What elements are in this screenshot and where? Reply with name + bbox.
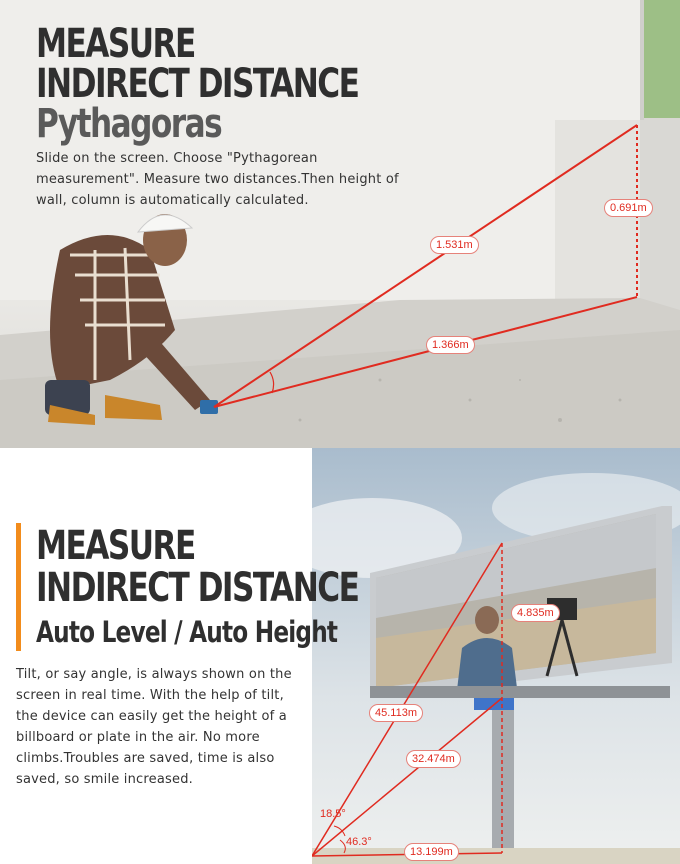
subheading-pythagoras: Pythagoras — [36, 101, 222, 147]
hypotenuse-label: 1.531m — [430, 236, 479, 254]
window-trees — [640, 0, 680, 118]
height-label: 0.691m — [604, 199, 653, 217]
heading-line-1: MEASURE — [36, 523, 195, 569]
auto-height-description: Tilt, or say angle, is always shown on the screen in real time. With the help of tilt, the device can easily get the height of a billboard or plate in the air. No more climbs.Troubles are saved, time is also saved, so smile increased. — [16, 667, 292, 787]
top-height-label: 4.835m — [511, 604, 560, 622]
base-label: 1.366m — [426, 336, 475, 354]
long-line-label: 45.113m — [369, 704, 423, 722]
ground-label: 13.199m — [404, 843, 459, 861]
pythagoras-description: Slide on the screen. Choose "Pythagorean measurement". Measure two distances.Then height of wall, column is automatically calculated. — [36, 151, 399, 208]
small-angle-label: 18.5° — [320, 808, 346, 820]
billboard-scene-illustration — [312, 448, 680, 864]
heading-line-2: INDIRECT DISTANCE — [36, 61, 359, 107]
large-angle-label: 46.3° — [346, 836, 372, 848]
mid-line-label: 32.474m — [406, 750, 461, 768]
subheading-auto-level: Auto Level / Auto Height — [36, 615, 338, 649]
auto-height-panel — [0, 448, 680, 864]
accent-bar — [16, 523, 21, 651]
heading-line-2: INDIRECT DISTANCE — [36, 565, 359, 611]
billboard-pole — [492, 698, 514, 864]
heading-line-1: MEASURE — [36, 21, 195, 67]
